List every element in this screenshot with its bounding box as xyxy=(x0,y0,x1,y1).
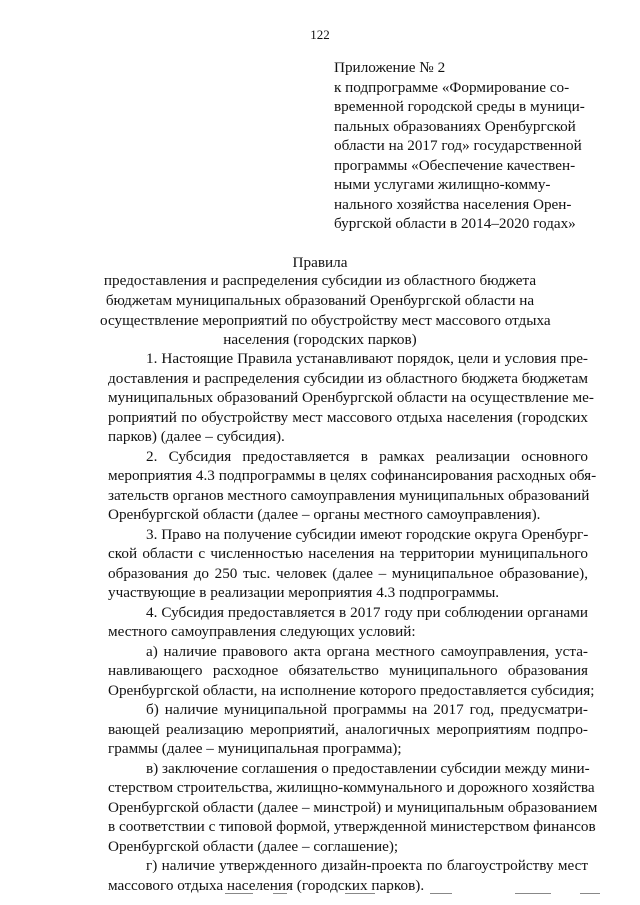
text-line: ской области с численностью населения на территории муниципального xyxy=(108,545,588,562)
paragraph-4 xyxy=(108,603,588,642)
text-line: массового отдыха населения (городских парков). xyxy=(108,876,425,894)
text-line: местного самоуправления следующих условий: xyxy=(108,623,416,640)
appendix-line: Приложение № 2 xyxy=(334,59,446,76)
subtitle-line: бюджетам муниципальных образований Оренбургской области на xyxy=(105,291,535,309)
condition-b xyxy=(108,700,588,759)
text-line: 3. Право на получение субсидии имеют городские округа Оренбург- xyxy=(146,525,589,543)
scan-mark xyxy=(580,893,600,894)
paragraph-1 xyxy=(108,349,594,447)
scan-mark xyxy=(273,893,287,894)
text-line: мероприятия 4.3 подпрограммы в целях софинансирования расходных обя- xyxy=(108,467,597,484)
text-line: граммы (далее – муниципальная программа); xyxy=(108,740,402,757)
scan-artifacts xyxy=(225,893,625,899)
text-line: доставления и распределения субсидии из областного бюджета бюджетам xyxy=(108,369,588,387)
appendix-line: нального хозяйства населения Орен- xyxy=(334,195,572,213)
appendix-line: ными услугами жилищно-комму- xyxy=(334,176,551,193)
document-title: Правила xyxy=(292,254,348,271)
text-line: парков) (далее – субсидия). xyxy=(108,428,285,445)
appendix-line: программы «Обеспечение качествен- xyxy=(334,156,576,174)
text-line: Оренбургской области, на исполнение которого предоставляется субсидия; xyxy=(108,681,595,699)
appendix-line: пальных образованиях Оренбургской xyxy=(334,117,576,135)
document-subtitle xyxy=(100,271,551,350)
text-line: 4. Субсидия предоставляется в 2017 году при соблюдении органами xyxy=(146,603,588,621)
text-line: участвующие в реализации мероприятия 4.3 подпрограммы. xyxy=(108,584,500,601)
appendix-line: бургской области в 2014–2020 годах» xyxy=(334,215,576,232)
text-line: муниципальных образований Оренбургской области на осуществление ме- xyxy=(108,389,594,406)
condition-v xyxy=(108,759,598,857)
text-line: роприятий по обустройству мест массового отдыха населения (городских xyxy=(108,408,588,426)
text-line: Оренбургской области (далее – органы местного самоуправления). xyxy=(108,506,541,523)
text-line: стерством строительства, жилищно-коммунального и дорожного хозяйства xyxy=(108,779,595,796)
text-line: зательств органов местного самоуправления муниципальных образований xyxy=(108,486,590,504)
appendix-header xyxy=(334,58,604,234)
text-line: 1. Настоящие Правила устанавливают порядок, цели и условия пре- xyxy=(146,350,588,367)
subtitle-line: населения (городских парков) xyxy=(223,331,417,349)
text-line: а) наличие правового акта органа местного самоуправления, уста- xyxy=(146,642,588,660)
text-line: образования до 250 тыс. человек (далее – муниципальное образование), xyxy=(108,564,588,582)
condition-g xyxy=(108,856,588,895)
page-number: 122 xyxy=(310,27,330,42)
text-line: Оренбургской области (далее – соглашение); xyxy=(108,837,399,855)
scan-mark xyxy=(345,893,375,894)
paragraph-2 xyxy=(108,447,597,525)
scan-mark xyxy=(430,893,452,894)
text-line: г) наличие утвержденного дизайн-проекта по благоустройству мест xyxy=(146,857,588,874)
text-line: вающей реализацию мероприятий, аналогичных мероприятиям подпро- xyxy=(108,720,588,738)
appendix-line: временной городской среды в муници- xyxy=(334,98,585,115)
scan-mark xyxy=(515,893,551,894)
text-line: навливающего расходное обязательство муниципального образования xyxy=(108,662,588,679)
text-line: б) наличие муниципальной программы на 2017 год, предусматри- xyxy=(146,701,588,718)
appendix-line: к подпрограмме «Формирование со- xyxy=(334,78,570,96)
condition-a xyxy=(108,642,595,701)
appendix-line: области на 2017 год» государственной xyxy=(334,137,582,154)
text-line: в) заключение соглашения о предоставлении субсидии между мини- xyxy=(146,759,590,777)
scan-mark xyxy=(225,893,253,894)
paragraph-3 xyxy=(108,525,588,603)
text-line: Оренбургской области (далее – минстрой) и муниципальным образованием xyxy=(108,798,598,816)
subtitle-line: предоставления и распределения субсидии из областного бюджета xyxy=(103,272,537,289)
document-body xyxy=(108,349,598,895)
text-line: в соответствии с типовой формой, утвержденной министерством финансов xyxy=(108,818,596,835)
subtitle-line: осуществление мероприятий по обустройству мест массового отдыха xyxy=(100,311,551,329)
text-line: 2. Субсидия предоставляется в рамках реализации основного xyxy=(146,447,588,465)
